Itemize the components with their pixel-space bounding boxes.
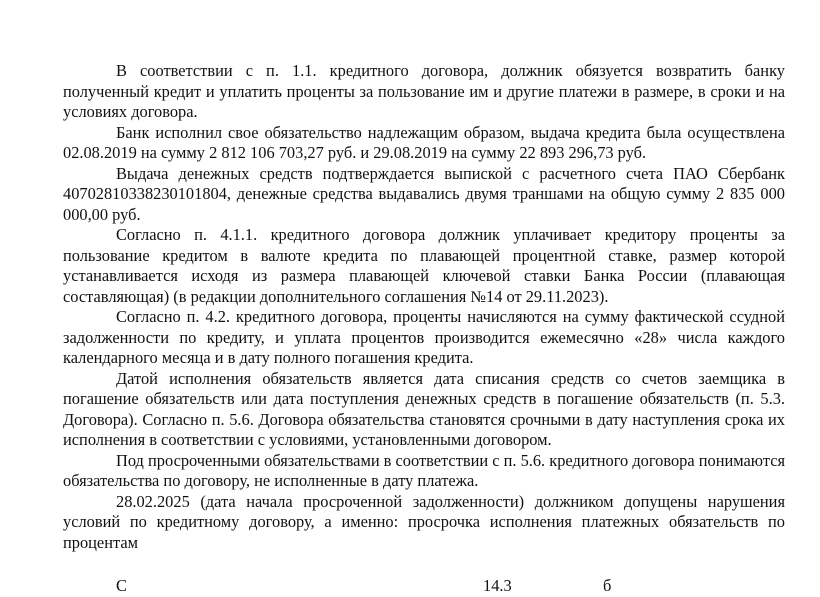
cut-off-fragment: 14.3 bbox=[483, 576, 512, 595]
paragraph-interest-rate: Согласно п. 4.1.1. кредитного договора должник уплачивает кредитору проценты за пользование кредитом в валюте кредита по плавающей процентной ставке, размер которой устанавливается исходя из размера плавающей ключевой ставки Банка России (плавающая составляющая) (в редакции дополнительного соглашения №14 от 29.11.2023). bbox=[63, 225, 785, 306]
document-body bbox=[63, 61, 785, 553]
cut-off-fragment: б bbox=[603, 576, 612, 595]
paragraph-obligation-fulfillment-date: Датой исполнения обязательств является дата списания средств со счетов заемщика в погашение обязательств или дата поступления денежных средств в погашение обязательств (п. 5.3. Договора). Согласно п. 5.6. Договора обязательства становятся срочными в дату наступления срока их исполнения в соответствии с условиями, установленными договором. bbox=[63, 368, 785, 449]
paragraph-account-statement: Выдача денежных средств подтверждается выпиской с расчетного счета ПАО Сбербанк 40702810338230101804, денежные средства выдавались двумя траншами на общую сумму 2 835 000 000,00 руб. bbox=[63, 163, 785, 224]
cut-off-text-line bbox=[63, 576, 785, 595]
paragraph-breach-of-terms: 28.02.2025 (дата начала просроченной задолженности) должником допущены нарушения условий по кредитному договору, а именно: просрочка исполнения платежных обязательств по процентам bbox=[63, 491, 785, 552]
paragraph-overdue-obligations: Под просроченными обязательствами в соответствии с п. 5.6. кредитного договора понимаются обязательства по договору, не исполненные в дату платежа. bbox=[63, 450, 786, 490]
paragraph-loan-repayment-obligation: В соответствии с п. 1.1. кредитного договора, должник обязуется возвратить банку полученный кредит и уплатить проценты за пользование им и другие платежи в размере, в сроки и на условиях договора. bbox=[63, 61, 785, 121]
paragraph-interest-payment-schedule: Согласно п. 4.2. кредитного договора, проценты начисляются на сумму фактической ссудной задолженности по кредиту, и уплата процентов производится ежемесячно «28» числа каждого календарного месяца и в дату полного погашения кредита. bbox=[63, 307, 785, 367]
paragraph-loan-disbursement: Банк исполнил свое обязательство надлежащим образом, выдача кредита была осуществлена 02.08.2019 на сумму 2 812 106 703,27 руб. и 29.08.2019 на сумму 22 893 296,73 руб. bbox=[63, 122, 785, 162]
cut-off-fragment: С bbox=[116, 576, 127, 595]
